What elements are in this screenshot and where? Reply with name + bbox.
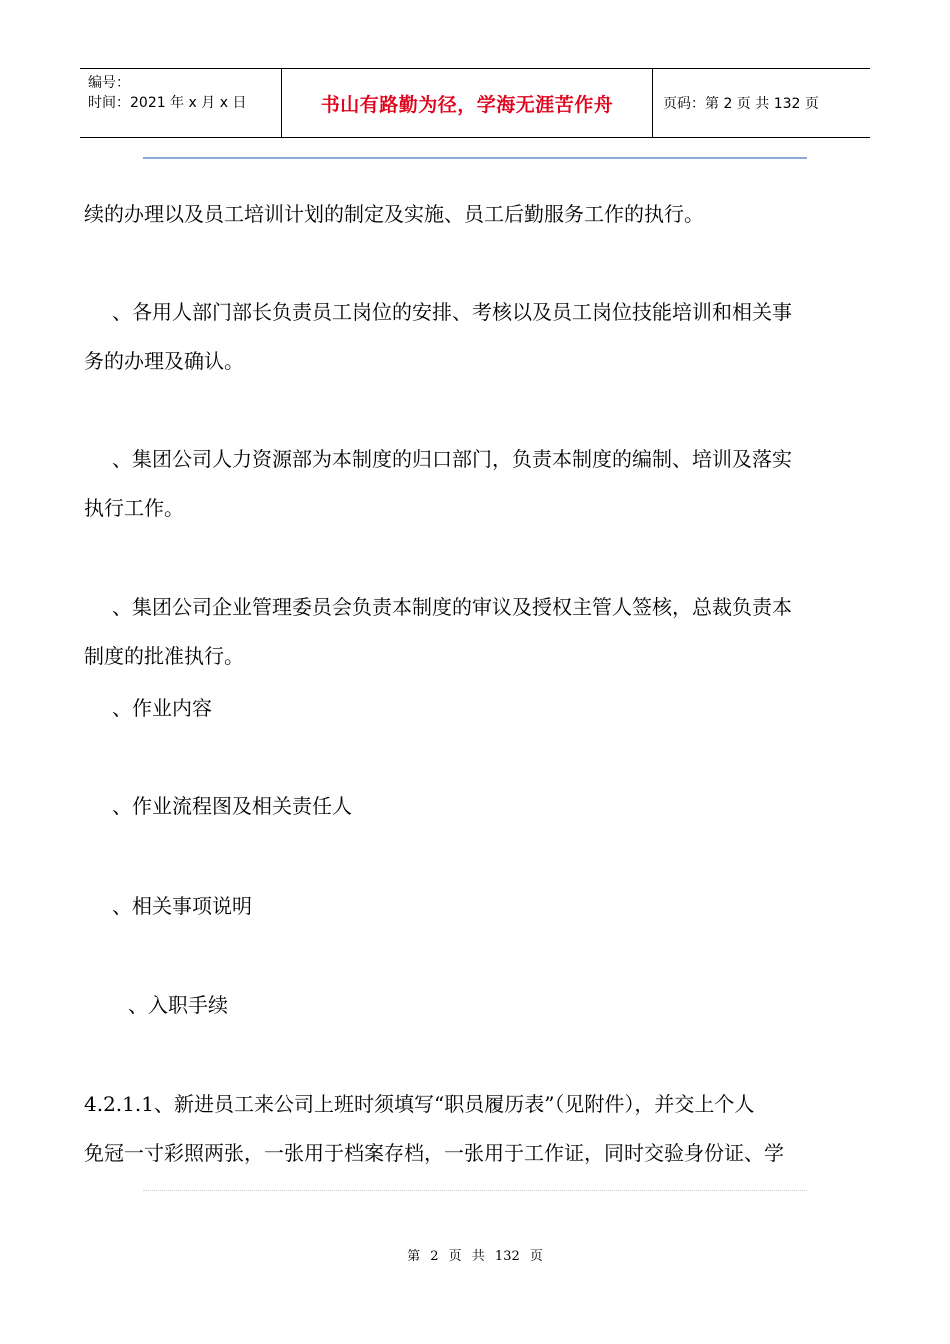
header-motto-cell — [281, 69, 653, 137]
footer-divider — [143, 1190, 807, 1191]
page-info: 页码：第 2 页 共 132 页 — [663, 96, 819, 112]
motto-text: 书山有路勤为径，学海无涯苦作舟 — [320, 93, 614, 116]
section-heading: 、相关事项说明 — [112, 894, 252, 918]
body-line: 、各用人部门部长负责员工岗位的安排、考核以及员工岗位技能培训和相关事 — [112, 300, 792, 324]
header-left-cell — [80, 69, 281, 137]
body-line: 4.2.1.1、新进员工来公司上班时须填写“职员履历表”（见附件），并交上个人 — [84, 1092, 755, 1116]
body-line: 续的办理以及员工培训计划的制定及实施、员工后勤服务工作的执行。 — [84, 202, 704, 226]
date-label: 时间：2021 年 x 月 x 日 — [88, 95, 247, 111]
header-divider — [143, 157, 807, 159]
body-line: 执行工作。 — [84, 496, 184, 520]
number-label: 编号： — [88, 75, 130, 91]
header-page-cell — [653, 69, 870, 137]
body-line: 务的办理及确认。 — [84, 349, 244, 373]
body-line: 、集团公司企业管理委员会负责本制度的审议及授权主管人签核，总裁负责本 — [112, 595, 792, 619]
page-footer: 第 2 页 共 132 页 — [407, 1249, 543, 1264]
section-heading: 、作业流程图及相关责任人 — [112, 794, 352, 818]
body-line: 、集团公司人力资源部为本制度的归口部门，负责本制度的编制、培训及落实 — [112, 447, 792, 471]
header-table — [80, 68, 870, 138]
body-line: 免冠一寸彩照两张，一张用于档案存档，一张用于工作证，同时交验身份证、学 — [84, 1141, 784, 1165]
section-heading: 、入职手续 — [128, 993, 228, 1017]
body-line: 制度的批准执行。 — [84, 644, 244, 668]
section-heading: 、作业内容 — [112, 696, 212, 720]
